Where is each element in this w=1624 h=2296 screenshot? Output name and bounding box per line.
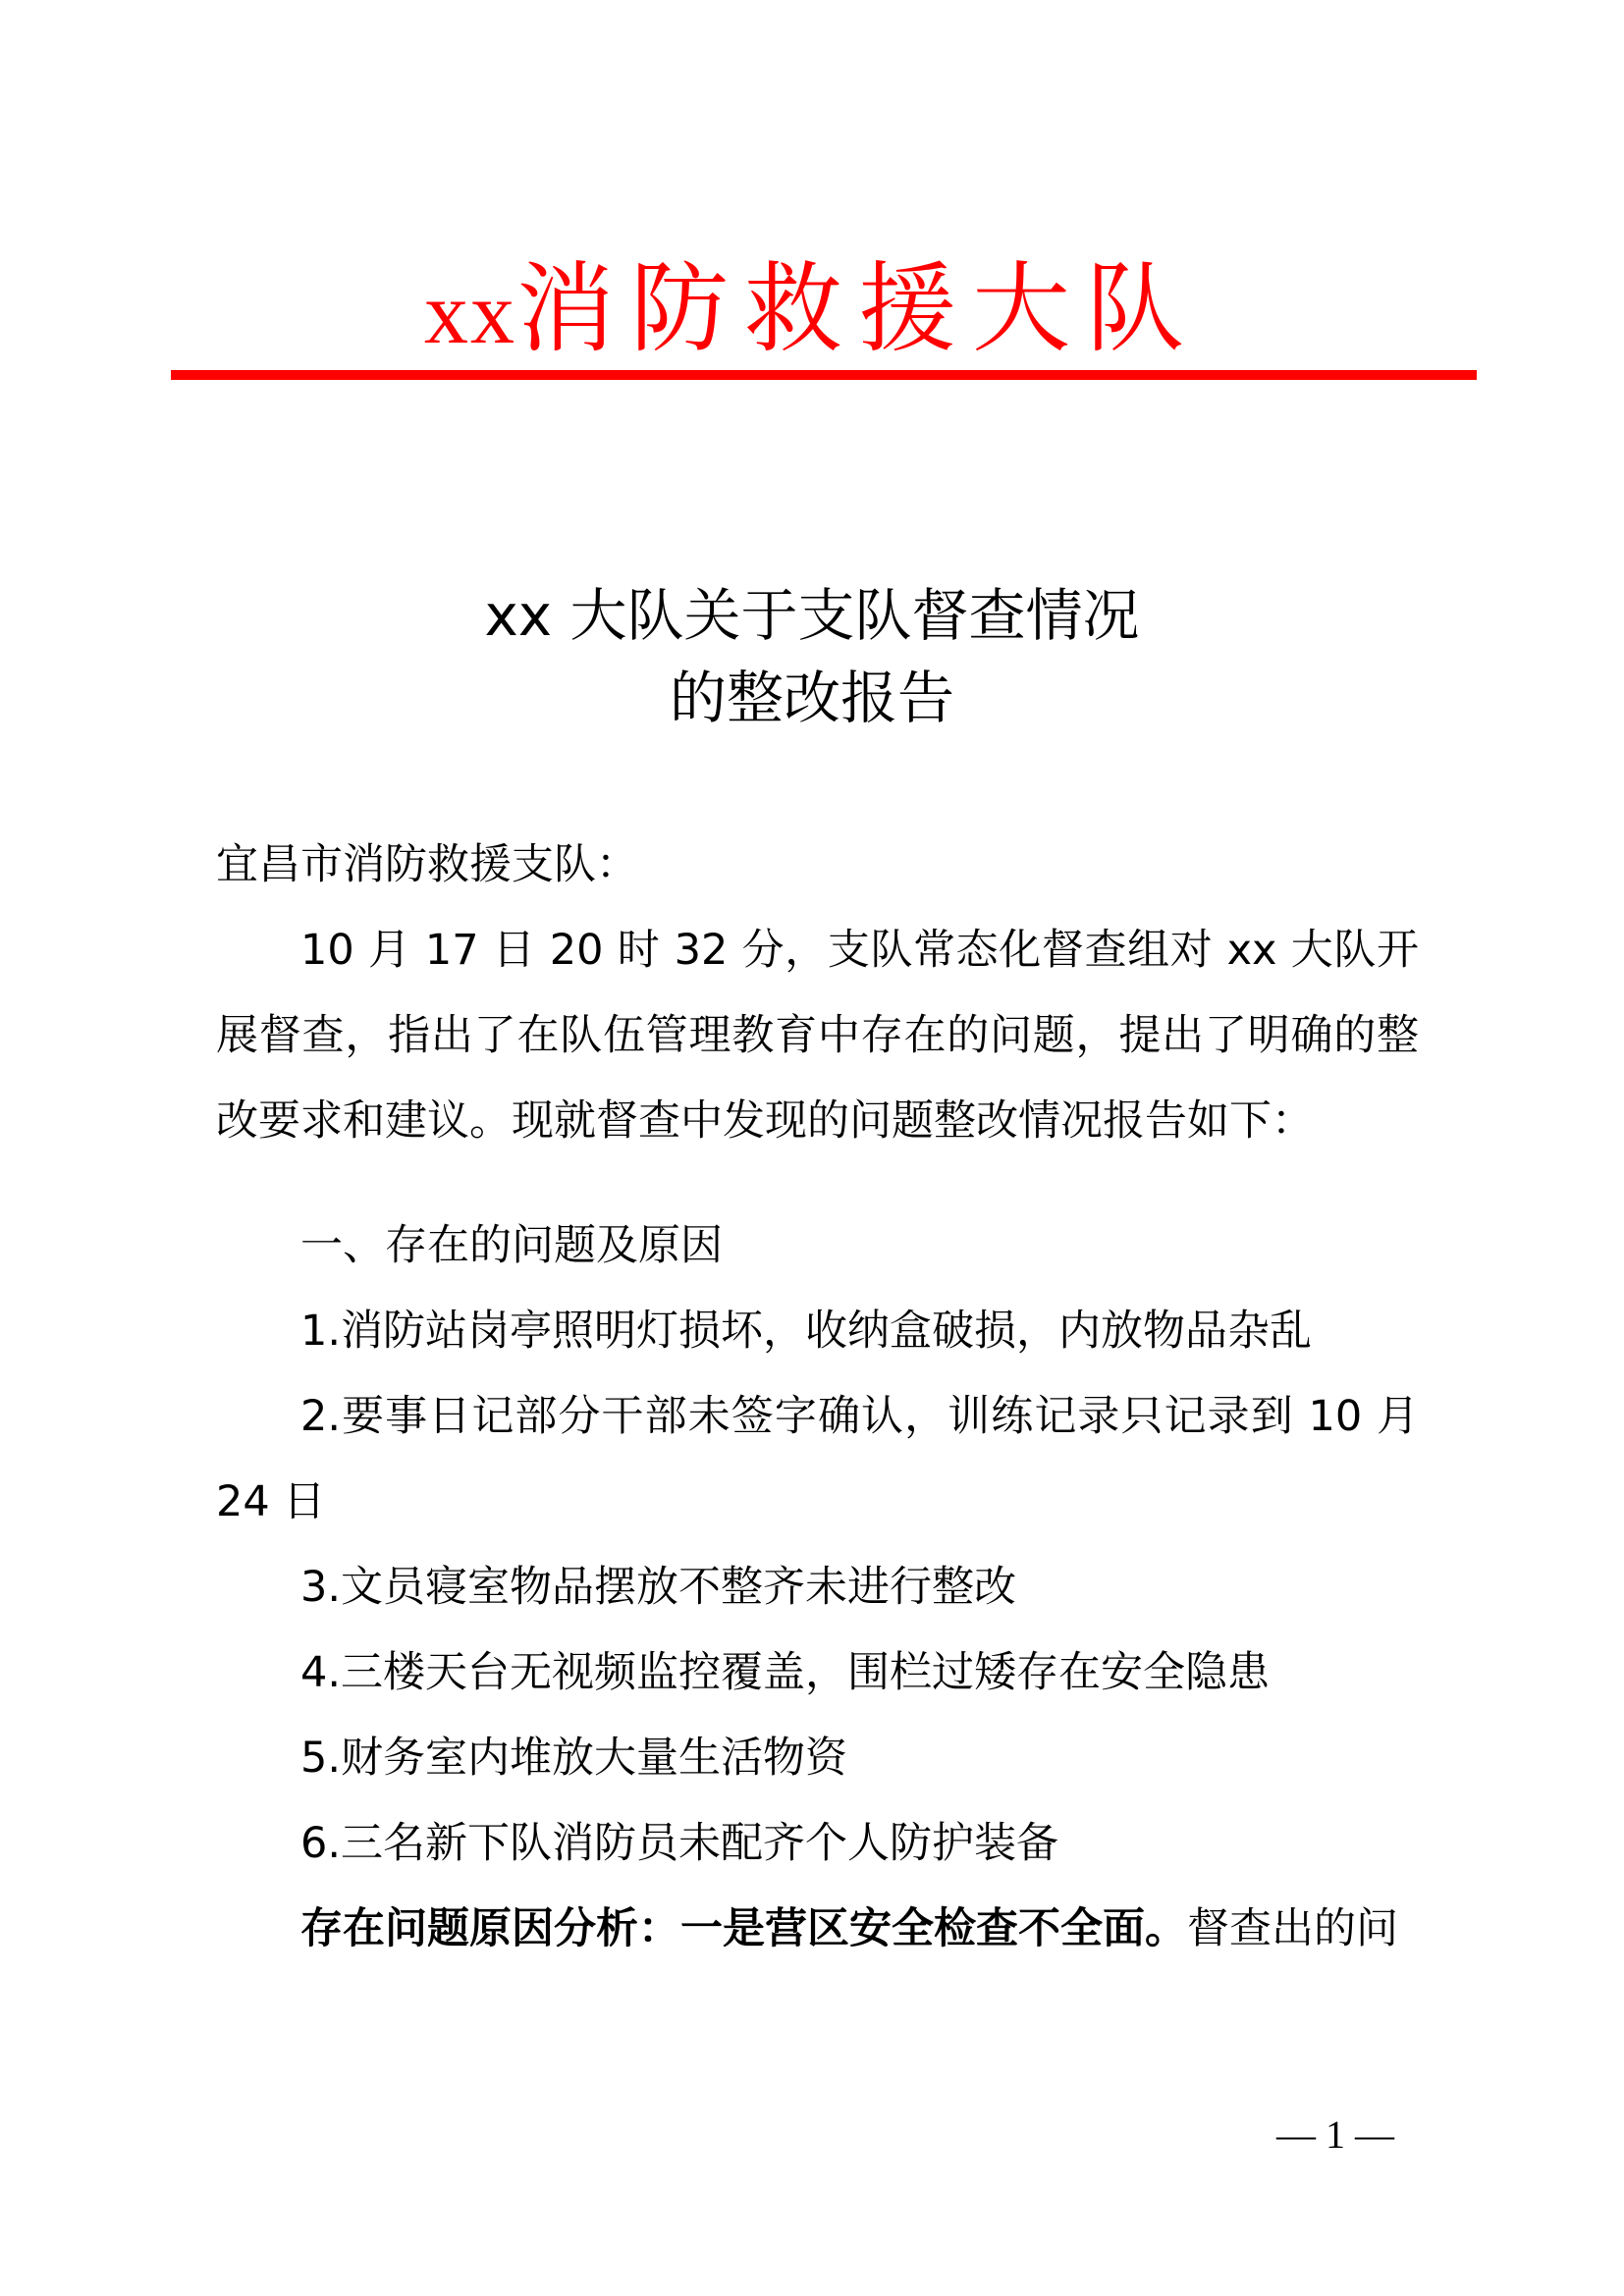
analysis-paragraph	[216, 1887, 1419, 1972]
problem-item: 3.文员寝室物品摆放不整齐未进行整改	[300, 1563, 1017, 1612]
analysis-label: 存在问题原因分析：	[300, 1904, 680, 1953]
document-title	[0, 574, 1624, 739]
document-body	[216, 823, 1419, 1164]
intro-paragraph: 10 月 17 日 20 时 32 分，支队常态化督查组对 xx 大队开展督查，指出了在队伍管理教育中存在的问题，提出了明确的整改要求和建议。现就督查中发现的问题整改情况报告如下：	[216, 926, 1419, 1146]
section-heading-problems: 一、存在的问题及原因	[300, 1221, 723, 1270]
masthead-prefix: xx	[424, 265, 516, 362]
analysis-point-1: 一是营区安全检查不全面。	[680, 1904, 1187, 1953]
masthead-red-rule	[171, 370, 1477, 380]
document-title-line-1: xx 大队关于支队督查情况	[484, 582, 1140, 649]
problem-item: 1.消防站岗亭照明灯损坏，收纳盒破损，内放物品杂乱	[300, 1307, 1313, 1356]
masthead-title	[0, 245, 1624, 378]
salutation: 宜昌市消防救援支队：	[216, 840, 638, 889]
problem-section	[216, 1203, 1419, 1972]
problem-item: 2.要事日记部分干部未签字确认，训练记录只记录到 10 月 24 日	[216, 1392, 1419, 1526]
analysis-text: 督查出的问	[1187, 1904, 1398, 1953]
masthead-name: 消防救援大队	[516, 251, 1200, 366]
problem-item: 4.三楼天台无视频监控覆盖，围栏过矮存在安全隐患	[300, 1648, 1271, 1697]
document-title-line-2: 的整改报告	[669, 665, 954, 731]
problem-item: 5.财务室内堆放大量生活物资	[300, 1734, 848, 1783]
problem-item: 6.三名新下队消防员未配齐个人防护装备	[300, 1819, 1059, 1868]
page-number: — 1 —	[1276, 2112, 1394, 2157]
